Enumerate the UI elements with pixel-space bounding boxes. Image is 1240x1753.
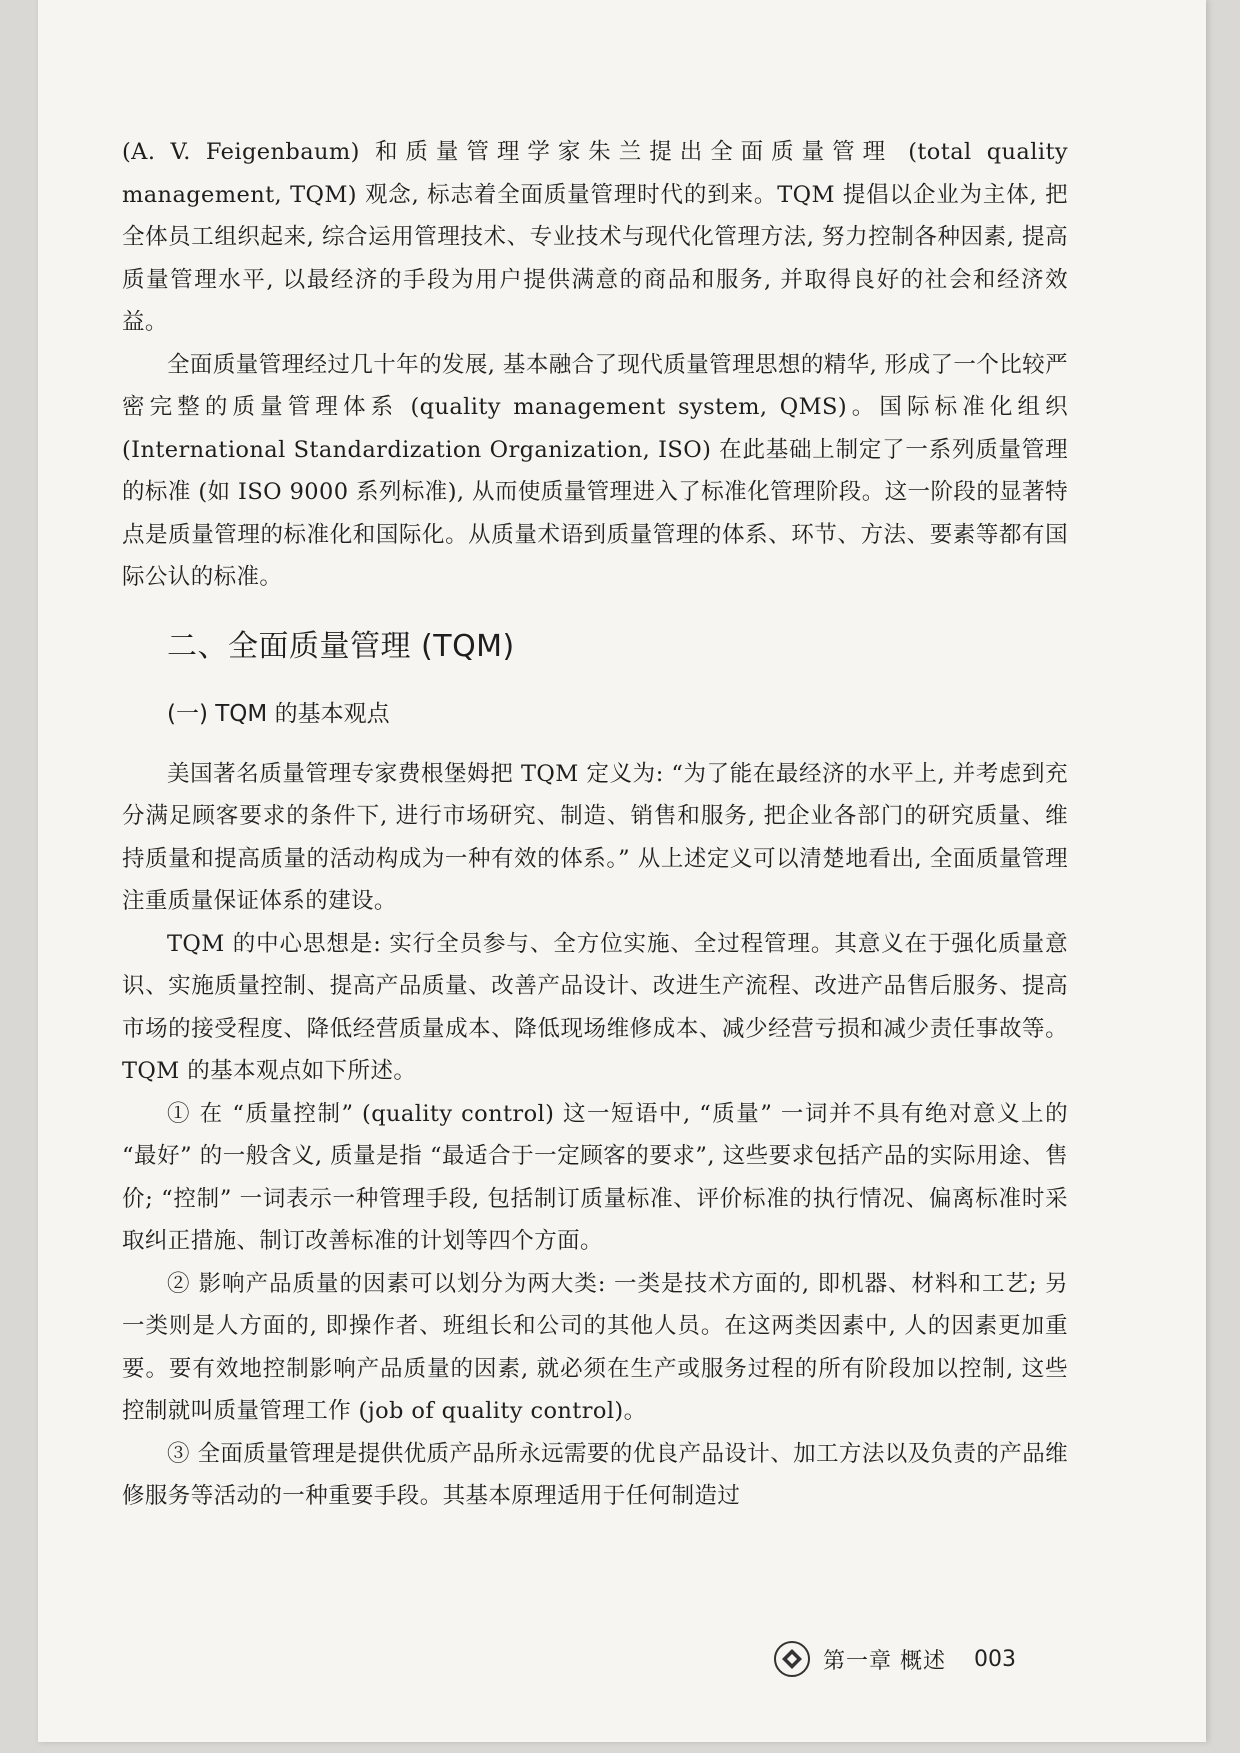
paragraph-intro: (A. V. Feigenbaum) 和质量管理学家朱兰提出全面质量管理 (total quality management, TQM) 观念, 标志着全面质量管理时代的到来。TQM 提倡以企业为主体, 把全体员工组织起来, 综合运用管理技术、专业技术与现代化管理方法, 努力控制各种因素, 提高质量管理水平, 以最经济的手段为用户提供满意的商品和服务, 并取得良好的社会和经济效益。 [122, 139, 1068, 335]
book-page [38, 0, 1206, 1742]
paragraph-point-3: ③ 全面质量管理是提供优质产品所永远需要的优良产品设计、加工方法以及负责的产品维修服务等活动的一种重要手段。其基本原理适用于任何制造过 [122, 1440, 1068, 1509]
publisher-logo-icon [773, 1640, 811, 1678]
page-content [122, 131, 1068, 1518]
paragraph-central-idea: TQM 的中心思想是: 实行全员参与、全方位实施、全过程管理。其意义在于强化质量意识、实施质量控制、提高产品质量、改善产品设计、改进生产流程、改进产品售后服务、提高市场的接受程度、降低经营质量成本、降低现场维修成本、减少经营亏损和减少责任事故等。TQM 的基本观点如下所述。 [122, 930, 1068, 1084]
page-footer [773, 1640, 1016, 1678]
paragraph-point-2: ② 影响产品质量的因素可以划分为两大类: 一类是技术方面的, 即机器、材料和工艺; 另一类则是人方面的, 即操作者、班组长和公司的其他人员。在这两类因素中, 人的因素更加重要。要有效地控制影响产品质量的因素, 就必须在生产或服务过程的所有阶段加以控制, 这些控制就叫质量管理工作 (job of quality control)。 [122, 1270, 1068, 1424]
paragraph-definition: 美国著名质量管理专家费根堡姆把 TQM 定义为: “为了能在最经济的水平上, 并考虑到充分满足顾客要求的条件下, 进行市场研究、制造、销售和服务, 把企业各部门的研究质量、维持质量和提高质量的活动构成为一种有效的体系。” 从上述定义可以清楚地看出, 全面质量管理注重质量保证体系的建设。 [122, 760, 1068, 914]
footer-chapter: 第一章 概述 [823, 1648, 946, 1674]
section-heading: 二、全面质量管理 (TQM) [167, 628, 515, 664]
page-number: 003 [974, 1646, 1016, 1672]
paragraph-qms: 全面质量管理经过几十年的发展, 基本融合了现代质量管理思想的精华, 形成了一个比较严密完整的质量管理体系 (quality management system, QMS)。国际标准化组织 (International Standardization Organization, ISO) 在此基础上制定了一系列质量管理的标准 (如 ISO 9000 系列标准), 从而使质量管理进入了标准化管理阶段。这一阶段的显著特点是质量管理的标准化和国际化。从质量术语到质量管理的体系、环节、方法、要素等都有国际公认的标准。 [122, 351, 1068, 590]
subsection-heading: (一) TQM 的基本观点 [167, 700, 390, 727]
paragraph-point-1: ① 在 “质量控制” (quality control) 这一短语中, “质量” 一词并不具有绝对意义上的 “最好” 的一般含义, 质量是指 “最适合于一定顾客的要求”, 这些要求包括产品的实际用途、售价; “控制” 一词表示一种管理手段, 包括制订质量标准、评价标准的执行情况、偏离标准时采取纠正措施、制订改善标准的计划等四个方面。 [122, 1100, 1068, 1254]
